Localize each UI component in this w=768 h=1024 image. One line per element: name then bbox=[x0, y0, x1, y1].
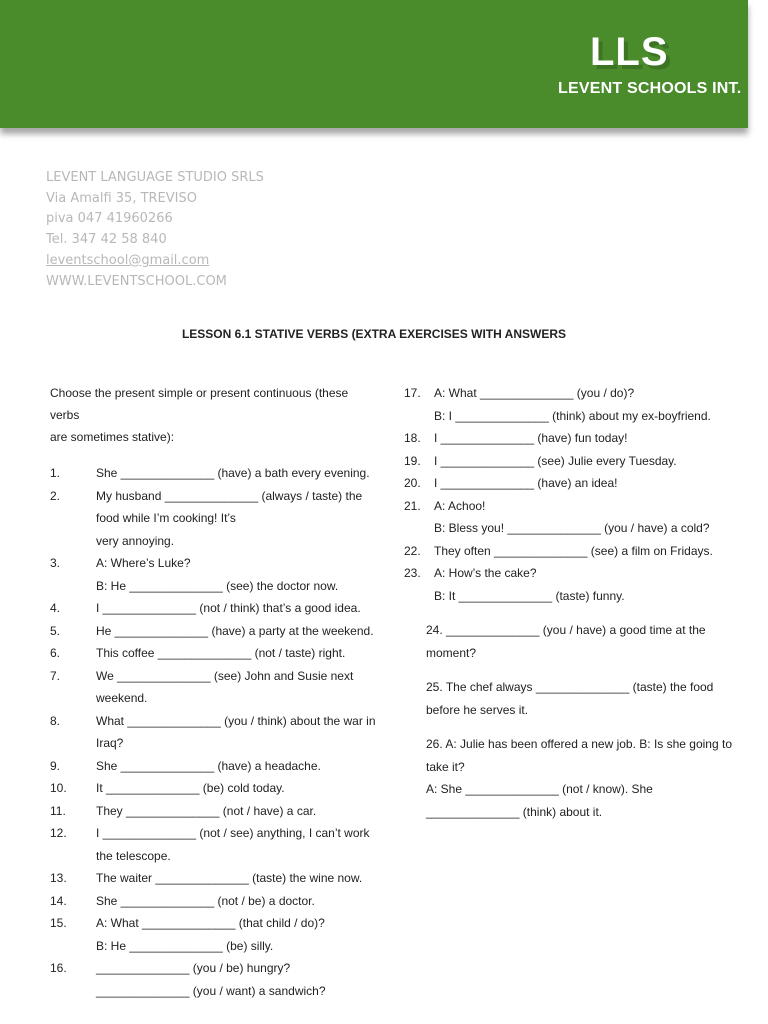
exercise-line: B: It ______________ (taste) funny. bbox=[434, 588, 625, 603]
instructions-line: are sometimes stative): bbox=[50, 430, 175, 444]
exercise-number: 16. bbox=[50, 961, 67, 975]
exercise-line: This coffee ______________ (not / taste) right. bbox=[96, 646, 346, 660]
exercise-item bbox=[404, 427, 734, 450]
exercise-line: I ______________ (not / think) that’s a good idea. bbox=[96, 601, 361, 615]
exercise-number: 4. bbox=[50, 601, 61, 615]
exercise-number: 22. bbox=[404, 543, 421, 558]
exercise-line: I ______________ (have) fun today! bbox=[434, 431, 628, 445]
exercise-item bbox=[50, 957, 370, 1002]
exercise-line: ______________ (think) about it. bbox=[426, 804, 603, 819]
exercise-line: A: Where’s Luke? bbox=[96, 556, 191, 570]
header-banner bbox=[0, 0, 748, 128]
exercise-line bbox=[404, 619, 734, 642]
exercise-item bbox=[50, 620, 374, 643]
exercise-list-left bbox=[50, 462, 376, 1002]
exercise-item bbox=[404, 382, 734, 427]
exercise-line: She ______________ (not / be) a doctor. bbox=[96, 893, 315, 908]
exercise-item bbox=[404, 619, 734, 664]
exercise-line bbox=[404, 676, 734, 699]
exercise-line: They ______________ (not / have) a car. bbox=[96, 803, 317, 818]
exercise-number: 21. bbox=[404, 498, 421, 513]
exercise-number: 10. bbox=[50, 781, 67, 795]
exercise-item bbox=[50, 755, 370, 778]
exercise-line: A: What ______________ (that child / do)? bbox=[96, 916, 325, 930]
exercise-item bbox=[50, 777, 370, 800]
exercise-number: 25. bbox=[426, 680, 443, 694]
exercise-number: 23. bbox=[404, 566, 421, 580]
exercise-line: take it? bbox=[426, 759, 465, 774]
exercise-line: A: She ______________ (not / know). She bbox=[426, 782, 653, 796]
exercise-item bbox=[50, 822, 370, 867]
exercise-line: He ______________ (have) a party at the weekend. bbox=[96, 623, 374, 638]
exercise-line: ______________ (you / be) hungry? bbox=[96, 961, 291, 975]
exercise-number: 1. bbox=[50, 466, 61, 480]
exercise-list-right-loose bbox=[404, 619, 734, 823]
email-link[interactable]: leventschool@gmail.com bbox=[46, 252, 210, 268]
exercise-line: ______________ (you / want) a sandwich? bbox=[96, 983, 326, 998]
exercise-number: 13. bbox=[50, 871, 67, 885]
exercise-line: My husband ______________ (always / taste) the bbox=[96, 488, 363, 503]
exercise-item bbox=[404, 472, 734, 495]
left-column bbox=[50, 382, 376, 1002]
exercise-number: 26. bbox=[426, 737, 443, 751]
exercise-text: The chef always ______________ (taste) the food bbox=[445, 680, 714, 694]
exercise-number: 9. bbox=[50, 758, 61, 773]
exercise-number: 3. bbox=[50, 556, 61, 570]
exercise-line: B: Bless you! ______________ (you / have) a cold? bbox=[434, 521, 710, 535]
exercise-line: A: Achoo! bbox=[434, 498, 486, 513]
exercise-list-right bbox=[404, 382, 734, 607]
exercise-line: weekend. bbox=[96, 691, 148, 705]
exercise-text: A: Julie has been offered a new job. B: Is she going to bbox=[445, 737, 732, 751]
lesson-title: LESSON 6.1 STATIVE VERBS (EXTRA EXERCISES WITH ANSWERS bbox=[181, 327, 567, 341]
exercise-line: I ______________ (see) Julie every Tuesday. bbox=[434, 453, 677, 468]
address: Via Amalfi 35, TREVISO bbox=[46, 190, 197, 206]
exercise-line: B: He ______________ (see) the doctor now. bbox=[96, 578, 339, 593]
vat-number: piva 047 41960266 bbox=[46, 211, 173, 227]
exercise-item bbox=[404, 495, 734, 540]
contact-block bbox=[46, 168, 264, 292]
instructions-line: Choose the present simple or present continuous (these verbs bbox=[50, 386, 349, 422]
exercise-number: 14. bbox=[50, 893, 67, 908]
exercise-line: food while I’m cooking! It’s bbox=[96, 511, 236, 525]
exercise-number: 11. bbox=[50, 803, 66, 818]
exercise-line: A: What ______________ (you / do)? bbox=[434, 386, 635, 400]
exercise-item bbox=[50, 867, 370, 890]
exercise-line: B: I ______________ (think) about my ex-boyfriend. bbox=[434, 408, 711, 423]
exercise-line: the telescope. bbox=[96, 848, 171, 863]
exercise-number: 17. bbox=[404, 386, 421, 400]
exercise-line: They often ______________ (see) a film on Fridays. bbox=[434, 543, 713, 558]
exercise-line: A: How’s the cake? bbox=[434, 566, 537, 580]
right-column bbox=[404, 382, 734, 823]
exercise-line: I ______________ (not / see) anything, I can’t work bbox=[96, 826, 370, 840]
exercise-item bbox=[50, 642, 370, 665]
exercise-line: What ______________ (you / think) about the war in bbox=[96, 713, 376, 728]
company-name: LEVENT LANGUAGE STUDIO SRLS bbox=[46, 170, 264, 185]
exercise-item bbox=[50, 912, 370, 957]
exercise-text: ______________ (you / have) a good time at the bbox=[446, 623, 706, 637]
exercise-item bbox=[50, 800, 370, 823]
exercise-item bbox=[404, 676, 734, 721]
exercise-item bbox=[50, 665, 370, 710]
exercise-item bbox=[50, 710, 376, 755]
exercise-item bbox=[50, 890, 370, 913]
exercise-line: She ______________ (have) a headache. bbox=[96, 758, 321, 773]
instructions bbox=[50, 382, 370, 448]
exercise-line: very annoying. bbox=[96, 533, 175, 548]
website-link[interactable]: WWW.LEVENTSCHOOL.COM bbox=[46, 273, 227, 289]
exercise-item bbox=[404, 562, 734, 607]
exercise-number: 18. bbox=[404, 431, 421, 445]
logo: LLS bbox=[590, 30, 669, 74]
exercise-item bbox=[404, 540, 734, 563]
exercise-number: 19. bbox=[404, 453, 421, 468]
exercise-item bbox=[404, 733, 734, 823]
exercise-item bbox=[50, 462, 370, 485]
exercise-number: 2. bbox=[50, 488, 61, 503]
exercise-number: 20. bbox=[404, 476, 421, 490]
exercise-line: B: He ______________ (be) silly. bbox=[96, 938, 274, 953]
exercise-item bbox=[50, 597, 370, 620]
exercise-line: I ______________ (have) an idea! bbox=[434, 476, 618, 490]
exercise-number: 5. bbox=[50, 623, 61, 638]
exercise-line: The waiter ______________ (taste) the wine now. bbox=[96, 871, 363, 885]
exercise-line: Iraq? bbox=[96, 736, 124, 750]
exercise-line: We ______________ (see) John and Susie next bbox=[96, 668, 354, 683]
exercise-line: It ______________ (be) cold today. bbox=[96, 781, 285, 795]
exercise-number: 12. bbox=[50, 826, 67, 840]
exercise-number: 15. bbox=[50, 916, 67, 930]
exercise-line: moment? bbox=[426, 645, 477, 660]
phone: Tel. 347 42 58 840 bbox=[46, 232, 167, 248]
exercise-number: 24. bbox=[426, 623, 443, 637]
exercise-line bbox=[404, 733, 734, 756]
exercise-number: 8. bbox=[50, 713, 61, 728]
exercise-number: 6. bbox=[50, 646, 61, 660]
exercise-number: 7. bbox=[50, 668, 61, 683]
exercise-item bbox=[50, 485, 370, 553]
exercise-line: before he serves it. bbox=[426, 702, 529, 717]
exercise-item bbox=[404, 450, 734, 473]
exercise-item bbox=[50, 552, 370, 597]
exercise-line: She ______________ (have) a bath every evening. bbox=[96, 466, 370, 480]
logo-subtitle: LEVENT SCHOOLS INT. bbox=[558, 80, 742, 97]
